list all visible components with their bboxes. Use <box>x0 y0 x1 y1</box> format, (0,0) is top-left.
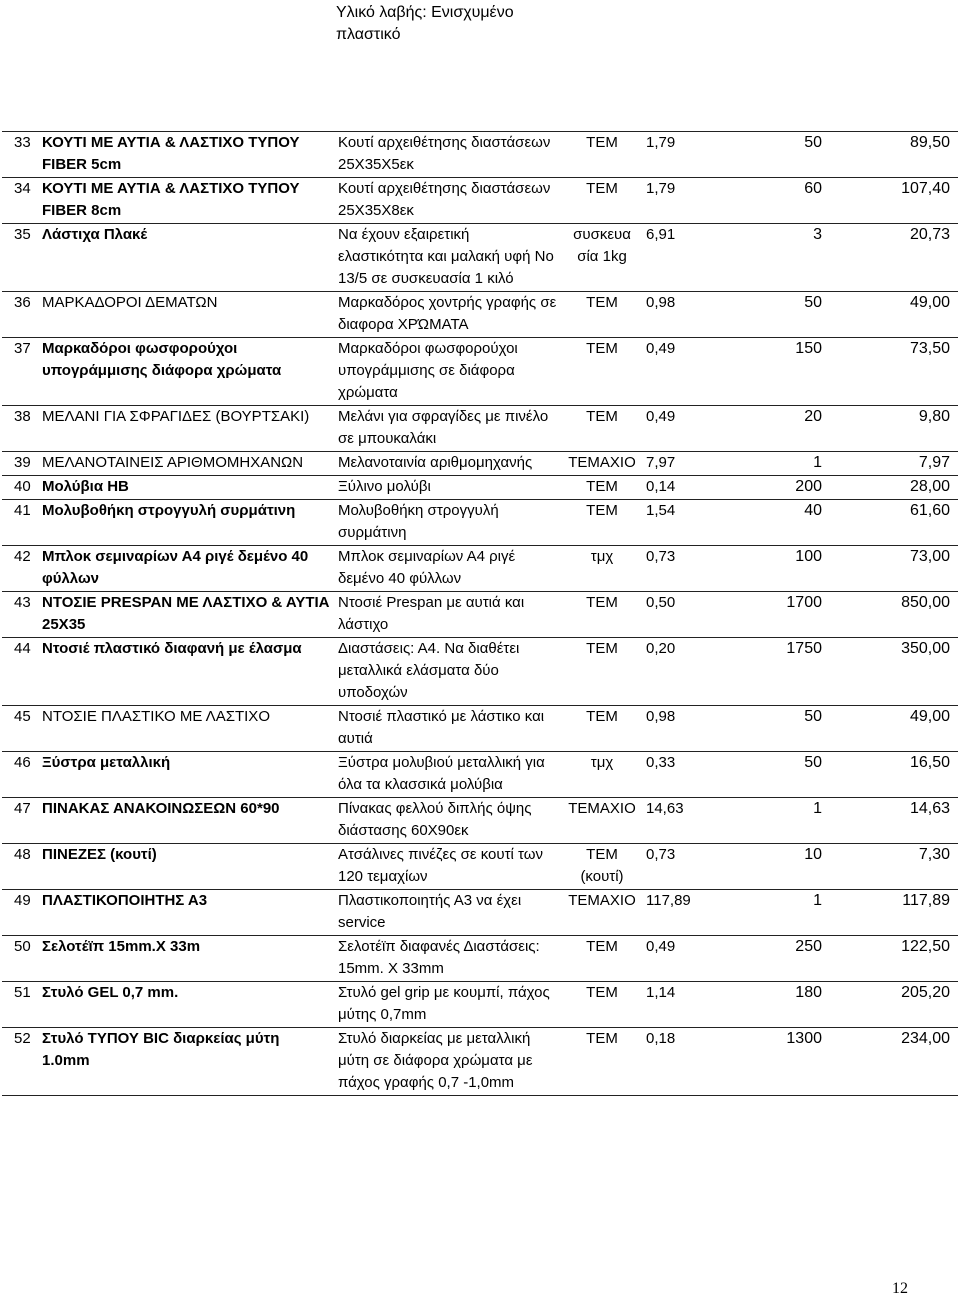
item-quantity: 50 <box>732 292 832 338</box>
item-description: Μελανοταινία αριθμομηχανής <box>334 452 562 476</box>
item-number: 41 <box>2 500 42 546</box>
item-unit: ΤΕΜ <box>562 406 642 452</box>
table-row <box>2 178 958 224</box>
item-number: 40 <box>2 476 42 500</box>
item-unit-price: 0,98 <box>642 292 732 338</box>
item-total: 73,00 <box>832 546 958 592</box>
item-unit: ΤΕΜΑΧΙΟ <box>562 798 642 844</box>
material-note: Υλικό λαβής: Ενισχυμένο πλαστικό <box>336 4 514 43</box>
item-unit: συσκευα σία 1kg <box>562 224 642 292</box>
item-quantity: 1750 <box>732 638 832 706</box>
table-row <box>2 132 958 178</box>
table-row <box>2 546 958 592</box>
item-description: Πλαστικοποιητής Α3 να έχει service <box>334 890 562 936</box>
item-unit-price: 6,91 <box>642 224 732 292</box>
item-quantity: 100 <box>732 546 832 592</box>
item-name: ΚΟΥΤΙ ΜΕ ΑΥΤΙΑ & ΛΑΣΤΙΧΟ ΤΥΠΟΥ FIBER 8cm <box>42 178 334 224</box>
item-unit: ΤΕΜ <box>562 178 642 224</box>
item-quantity: 20 <box>732 406 832 452</box>
item-description: Πίνακας φελλού διπλής όψης διάστασης 60Χ90εκ <box>334 798 562 844</box>
items-table <box>2 131 958 1096</box>
item-description: Ξύλινο μολύβι <box>334 476 562 500</box>
item-total: 205,20 <box>832 982 958 1028</box>
item-number: 46 <box>2 752 42 798</box>
item-unit-price: 0,49 <box>642 338 732 406</box>
item-description: Ντοσιέ Prespan με αυτιά και λάστιχο <box>334 592 562 638</box>
item-unit-price: 1,54 <box>642 500 732 546</box>
item-total: 7,97 <box>832 452 958 476</box>
item-quantity: 1 <box>732 798 832 844</box>
table-row <box>2 338 958 406</box>
table-row <box>2 592 958 638</box>
item-total: 16,50 <box>832 752 958 798</box>
item-quantity: 150 <box>732 338 832 406</box>
item-number: 44 <box>2 638 42 706</box>
item-unit: ΤΕΜ <box>562 706 642 752</box>
table-row <box>2 844 958 890</box>
item-unit-price: 117,89 <box>642 890 732 936</box>
item-name: Λάστιχα Πλακέ <box>42 224 334 292</box>
item-quantity: 1 <box>732 890 832 936</box>
item-unit: ΤΕΜ <box>562 292 642 338</box>
table-row <box>2 936 958 982</box>
table-row <box>2 706 958 752</box>
item-unit-price: 1,79 <box>642 178 732 224</box>
item-description: Μελάνι για σφραγίδες με πινέλο σε μπουκαλάκι <box>334 406 562 452</box>
table-row <box>2 224 958 292</box>
item-unit: ΤΕΜ <box>562 638 642 706</box>
item-total: 117,89 <box>832 890 958 936</box>
item-name: Ξύστρα μεταλλική <box>42 752 334 798</box>
item-total: 122,50 <box>832 936 958 982</box>
item-quantity: 3 <box>732 224 832 292</box>
item-unit: ΤΕΜ <box>562 500 642 546</box>
item-number: 33 <box>2 132 42 178</box>
item-total: 850,00 <box>832 592 958 638</box>
item-unit: ΤΕΜ <box>562 1028 642 1096</box>
item-quantity: 50 <box>732 706 832 752</box>
item-total: 234,00 <box>832 1028 958 1096</box>
items-table-body <box>2 132 958 1096</box>
item-name: Στυλό GEL 0,7 mm. <box>42 982 334 1028</box>
item-unit-price: 1,79 <box>642 132 732 178</box>
item-total: 9,80 <box>832 406 958 452</box>
item-unit: ΤΕΜ <box>562 592 642 638</box>
item-name: ΚΟΥΤΙ ΜΕ ΑΥΤΙΑ & ΛΑΣΤΙΧΟ ΤΥΠΟΥ FIBER 5cm <box>42 132 334 178</box>
item-number: 38 <box>2 406 42 452</box>
item-number: 43 <box>2 592 42 638</box>
item-name: ΝΤΟΣΙΕ PRESPAN ΜΕ ΛΑΣΤΙΧΟ & ΑΥΤΙΑ 25Χ35 <box>42 592 334 638</box>
item-description: Στυλό διαρκείας με μεταλλική μύτη σε διάφορα χρώματα με πάχος γραφής 0,7 -1,0mm <box>334 1028 562 1096</box>
item-unit: ΤΕΜΑΧΙΟ <box>562 452 642 476</box>
item-unit-price: 0,73 <box>642 844 732 890</box>
item-total: 49,00 <box>832 706 958 752</box>
item-unit: ΤΕΜ (κουτί) <box>562 844 642 890</box>
item-unit-price: 0,49 <box>642 406 732 452</box>
item-description: Κουτί αρχειθέτησης διαστάσεων 25Χ35Χ8εκ <box>334 178 562 224</box>
item-name: ΠΙΝΕΖΕΣ (κουτί) <box>42 844 334 890</box>
item-quantity: 180 <box>732 982 832 1028</box>
item-number: 47 <box>2 798 42 844</box>
item-number: 37 <box>2 338 42 406</box>
item-name: Ντοσιέ πλαστικό διαφανή με έλασμα <box>42 638 334 706</box>
page-number: 12 <box>892 1280 908 1297</box>
item-quantity: 40 <box>732 500 832 546</box>
item-name: Μολυβοθήκη στρογγυλή συρμάτινη <box>42 500 334 546</box>
item-unit: ΤΕΜ <box>562 982 642 1028</box>
item-quantity: 200 <box>732 476 832 500</box>
item-name: Μολύβια ΗΒ <box>42 476 334 500</box>
item-unit-price: 0,18 <box>642 1028 732 1096</box>
item-description: Κουτί αρχειθέτησης διαστάσεων 25Χ35Χ5εκ <box>334 132 562 178</box>
item-name: Σελοτέϊπ 15mm.Χ 33m <box>42 936 334 982</box>
item-description: Στυλό gel grip με κουμπί, πάχος μύτης 0,7mm <box>334 982 562 1028</box>
item-description: Ξύστρα μολυβιού μεταλλική για όλα τα κλασσικά μολύβια <box>334 752 562 798</box>
item-number: 51 <box>2 982 42 1028</box>
item-description: Μολυβοθήκη στρογγυλή συρμάτινη <box>334 500 562 546</box>
item-number: 45 <box>2 706 42 752</box>
table-row <box>2 1028 958 1096</box>
item-unit: τμχ <box>562 546 642 592</box>
item-description: Μαρκαδόροι φωσφορούχοι υπογράμμισης σε διάφορα χρώματα <box>334 338 562 406</box>
table-row <box>2 500 958 546</box>
item-unit: ΤΕΜ <box>562 476 642 500</box>
item-unit-price: 0,73 <box>642 546 732 592</box>
table-row <box>2 638 958 706</box>
item-total: 14,63 <box>832 798 958 844</box>
item-total: 350,00 <box>832 638 958 706</box>
item-quantity: 50 <box>732 132 832 178</box>
item-quantity: 50 <box>732 752 832 798</box>
table-row <box>2 292 958 338</box>
item-number: 49 <box>2 890 42 936</box>
item-name: ΜΑΡΚΑΔΟΡΟΙ ΔΕΜΑΤΩΝ <box>42 292 334 338</box>
table-row <box>2 406 958 452</box>
item-unit: ΤΕΜ <box>562 936 642 982</box>
item-description: Να έχουν εξαιρετική ελαστικότητα και μαλακή υφή Νο 13/5 σε συσκευασία 1 κιλό <box>334 224 562 292</box>
item-name: ΜΕΛΑΝΙ ΓΙΑ ΣΦΡΑΓΙΔΕΣ (ΒΟΥΡΤΣΑΚΙ) <box>42 406 334 452</box>
item-name: ΠΙΝΑΚΑΣ ΑΝΑΚΟΙΝΩΣΕΩΝ 60*90 <box>42 798 334 844</box>
item-name: Στυλό ΤΥΠΟΥ BIC διαρκείας μύτη 1.0mm <box>42 1028 334 1096</box>
table-row <box>2 982 958 1028</box>
item-quantity: 10 <box>732 844 832 890</box>
item-total: 107,40 <box>832 178 958 224</box>
item-unit-price: 0,49 <box>642 936 732 982</box>
item-total: 7,30 <box>832 844 958 890</box>
item-unit-price: 7,97 <box>642 452 732 476</box>
item-name: ΝΤΟΣΙΕ ΠΛΑΣΤΙΚΟ ΜΕ ΛΑΣΤΙΧΟ <box>42 706 334 752</box>
item-number: 36 <box>2 292 42 338</box>
item-description: Διαστάσεις: Α4. Να διαθέτει μεταλλικά ελάσματα δύο υποδοχών <box>334 638 562 706</box>
item-unit-price: 0,14 <box>642 476 732 500</box>
item-name: ΜΕΛΑΝΟΤΑΙΝΕΙΣ ΑΡΙΘΜΟΜΗΧΑΝΩΝ <box>42 452 334 476</box>
item-unit-price: 1,14 <box>642 982 732 1028</box>
item-number: 50 <box>2 936 42 982</box>
item-number: 52 <box>2 1028 42 1096</box>
item-name: Μπλοκ σεμιναρίων Α4 ριγέ δεμένο 40 φύλλων <box>42 546 334 592</box>
item-unit: ΤΕΜΑΧΙΟ <box>562 890 642 936</box>
item-unit-price: 0,50 <box>642 592 732 638</box>
item-quantity: 60 <box>732 178 832 224</box>
table-row <box>2 752 958 798</box>
item-quantity: 250 <box>732 936 832 982</box>
item-unit: ΤΕΜ <box>562 132 642 178</box>
item-unit-price: 0,33 <box>642 752 732 798</box>
item-name: ΠΛΑΣΤΙΚΟΠΟΙΗΤΗΣ Α3 <box>42 890 334 936</box>
item-number: 34 <box>2 178 42 224</box>
item-total: 73,50 <box>832 338 958 406</box>
item-total: 61,60 <box>832 500 958 546</box>
item-quantity: 1300 <box>732 1028 832 1096</box>
item-unit: τμχ <box>562 752 642 798</box>
table-row <box>2 798 958 844</box>
item-description: Ντοσιέ πλαστικό με λάστικο και αυτιά <box>334 706 562 752</box>
item-unit-price: 0,98 <box>642 706 732 752</box>
item-description: Ατσάλινες πινέζες σε κουτί των 120 τεμαχίων <box>334 844 562 890</box>
table-row <box>2 476 958 500</box>
item-number: 39 <box>2 452 42 476</box>
item-quantity: 1700 <box>732 592 832 638</box>
item-number: 48 <box>2 844 42 890</box>
table-row <box>2 452 958 476</box>
item-total: 28,00 <box>832 476 958 500</box>
item-description: Σελοτέϊπ διαφανές Διαστάσεις: 15mm. Χ 33mm <box>334 936 562 982</box>
item-description: Μαρκαδόρος χοντρής γραφής σε διαφορα ΧΡΏΜΑΤΑ <box>334 292 562 338</box>
item-unit-price: 0,20 <box>642 638 732 706</box>
item-number: 42 <box>2 546 42 592</box>
item-unit-price: 14,63 <box>642 798 732 844</box>
table-row <box>2 890 958 936</box>
item-description: Μπλοκ σεμιναρίων Α4 ριγέ δεμένο 40 φύλλων <box>334 546 562 592</box>
item-quantity: 1 <box>732 452 832 476</box>
item-total: 89,50 <box>832 132 958 178</box>
item-unit: ΤΕΜ <box>562 338 642 406</box>
item-total: 20,73 <box>832 224 958 292</box>
item-total: 49,00 <box>832 292 958 338</box>
item-number: 35 <box>2 224 42 292</box>
item-name: Μαρκαδόροι φωσφορούχοι υπογράμμισης διάφορα χρώματα <box>42 338 334 406</box>
